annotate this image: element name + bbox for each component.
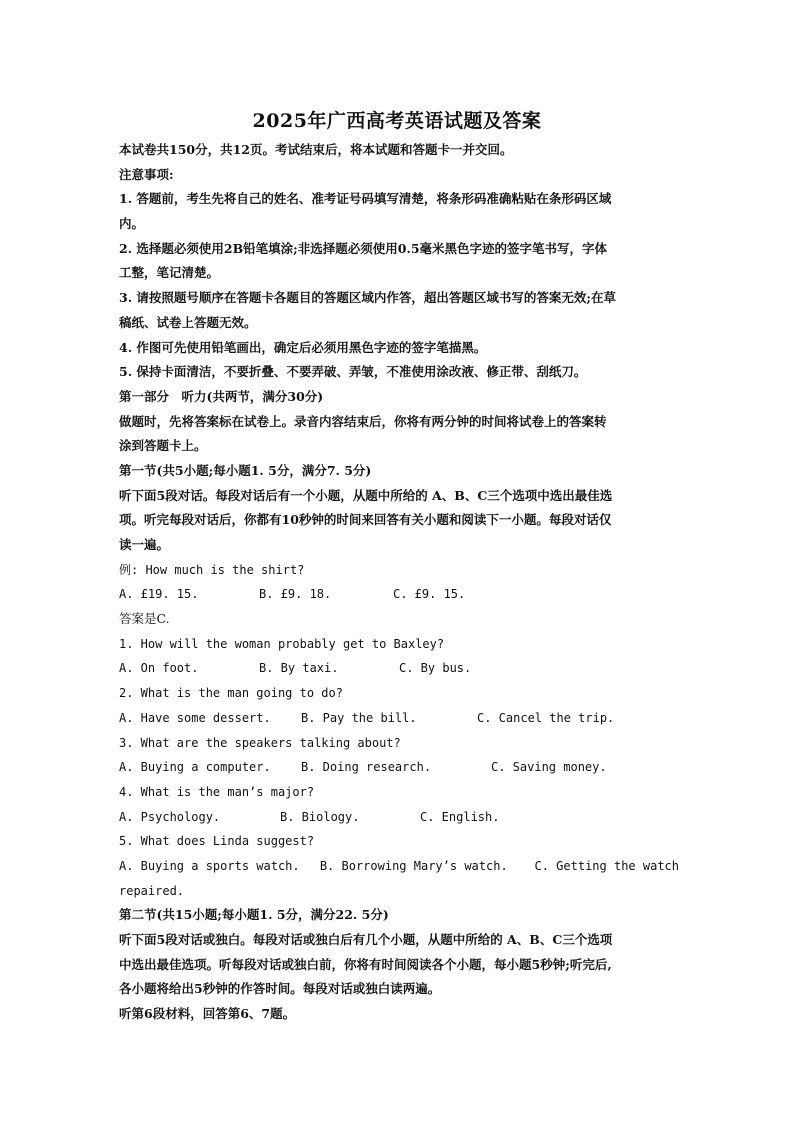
question-1: 1. How will the woman probably get to Baxley? [119,636,445,651]
material-intro: 听第6段材料，回答第6、7题。 [119,1006,296,1022]
notice-line: 内。 [119,216,145,232]
part1-instruction: 涂到答题卡上。 [119,438,207,454]
section2-heading: 第二节(共15小题;每小题1. 5分，满分22. 5分) [119,907,389,923]
section2-instruction: 中选出最佳选项。听每段对话或独白前，你将有时间阅读各个小题，每小题5秒钟;听完后, [119,956,612,972]
notice-line: 5. 保持卡面清洁，不要折叠、不要弄破、弄皱，不准使用涂改液、修正带、刮纸刀。 [119,364,587,380]
notice-line: 工整，笔记清楚。 [119,265,220,281]
option-c: C. By bus. [399,661,472,676]
section1-instruction: 听下面5段对话。每段对话后有一个小题，从题中所给的 A、B、C三个选项中选出最佳选 [119,487,613,503]
option-a: A. Buying a computer. [119,760,271,775]
question-5: 5. What does Linda suggest? [119,834,315,849]
notice-line: 1. 答题前，考生先将自己的姓名、准考证号码填写清楚，将条形码准确粘贴在条形码区域 [119,191,612,207]
question-3: 3. What are the speakers talking about? [119,735,401,750]
notice-line: 3. 请按照题号顺序在答题卡各题目的答题区域内作答，超出答题区域书写的答案无效;在草 [119,290,617,306]
option-c: C. £9. 15. [393,587,466,602]
option-b: B. £9. 18. [259,587,332,602]
question-3-options [119,755,679,780]
question-4-options [119,805,679,830]
question-5-option-c-continuation: repaired. [119,883,185,898]
section2-instruction: 各小题将给出5秒钟的作答时间。每段对话或独白读两遍。 [119,981,441,997]
notice-line: 稿纸、试卷上答题无效。 [119,314,257,330]
option-a: A. Have some dessert. [119,710,271,725]
example-question: 例: How much is the shirt? [119,562,305,577]
option-a: A. £19. 15. [119,587,199,602]
option-b: B. By taxi. [259,661,339,676]
question-4: 4. What is the man’s major? [119,784,315,799]
option-a: A. Buying a sports watch. [119,858,300,873]
exam-content [119,138,679,1027]
question-2: 2. What is the man going to do? [119,686,343,701]
section2-instruction: 听下面5段对话或独白。每段对话或独白后有几个小题，从题中所给的 A、B、C三个选项 [119,932,613,947]
part1-instruction: 做题时，先将答案标在试卷上。录音内容结束后，你将有两分钟的时间将试卷上的答案转 [119,413,607,429]
option-a: A. On foot. [119,661,199,676]
notice-heading: 注意事项: [119,166,174,182]
option-c: C. Getting the watch [534,858,679,873]
section1-heading: 第一节(共5小题;每小题1. 5分，满分7. 5分) [119,462,372,478]
part1-heading: 第一部分 听力(共两节，满分30分) [119,388,324,404]
option-b: B. Borrowing Mary’s watch. [319,858,508,873]
option-a: A. Psychology. [119,809,221,824]
notice-line: 4. 作图可先使用铅笔画出，确定后必须用黑色字迹的签字笔描黑。 [119,339,487,355]
option-b: B. Doing research. [301,760,432,775]
example-options [119,582,679,607]
question-1-options [119,656,679,681]
option-c: C. Saving money. [491,760,607,775]
option-b: B. Biology. [280,809,360,824]
question-5-options [119,854,679,879]
section1-instruction: 读一遍。 [119,537,170,552]
option-c: C. English. [420,809,500,824]
section1-instruction: 项。听完每段对话后，你都有10秒钟的时间来回答有关小题和阅读下一小题。每段对话仅 [119,512,612,528]
page-title: 2025年广西高考英语试题及答案 [252,110,542,132]
question-2-options [119,706,679,731]
option-c: C. Cancel the trip. [477,710,615,725]
example-answer: 答案是C. [119,611,170,627]
option-b: B. Pay the bill. [301,710,417,725]
notice-line: 2. 选择题必须使用2B铅笔填涂;非选择题必须使用0.5毫米黑色字迹的签字笔书写，字体 [119,240,608,256]
intro-text: 本试卷共150分，共12页。考试结束后，将本试题和答题卡一并交回。 [119,142,513,157]
